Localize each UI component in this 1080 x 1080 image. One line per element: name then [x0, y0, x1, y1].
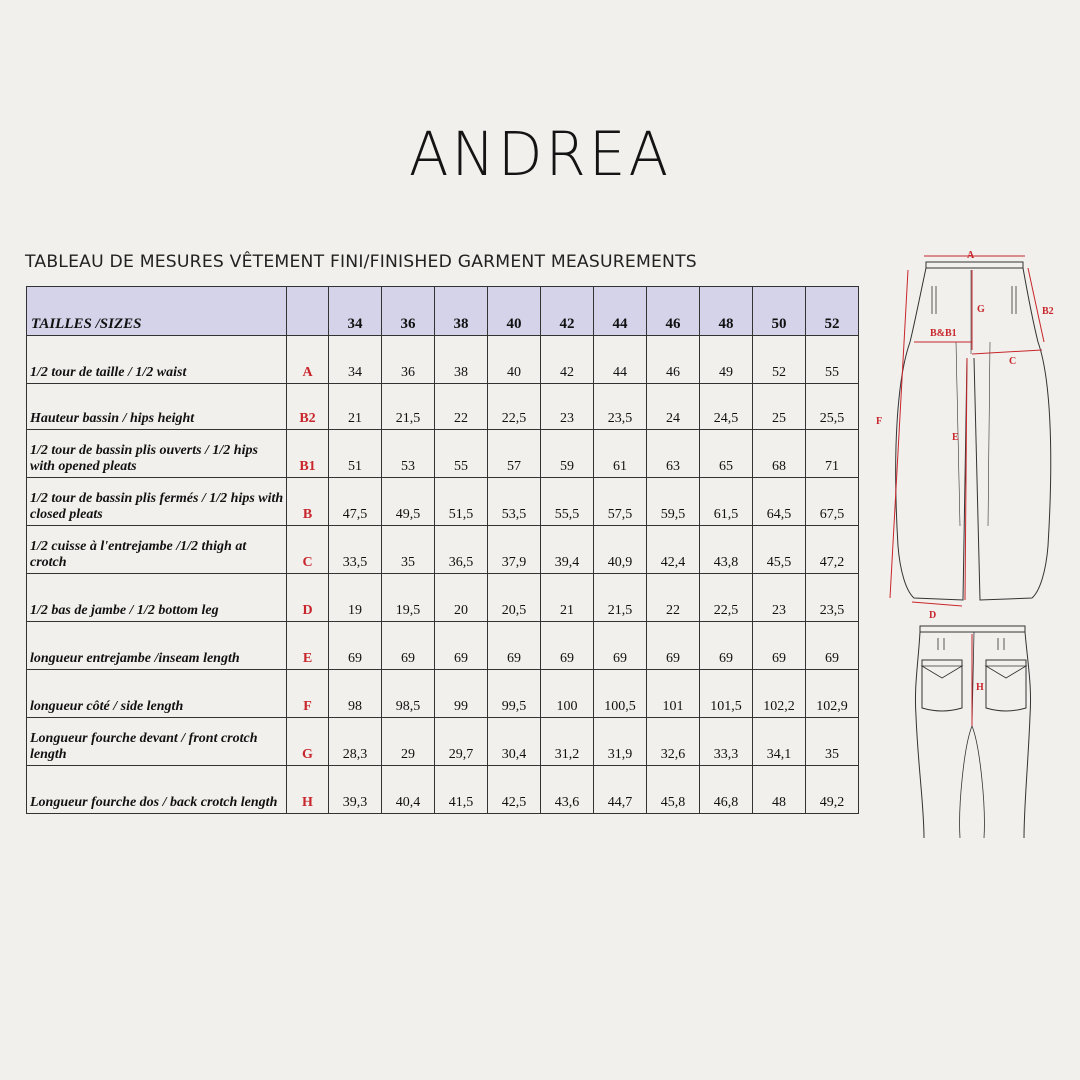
row-label: 1/2 cuisse à l'entrejambe /1/2 thigh at crotch: [27, 526, 287, 574]
row-label: Hauteur bassin / hips height: [27, 384, 287, 430]
table-cell: 61,5: [700, 478, 753, 526]
table-row: [27, 622, 859, 670]
table-cell: 40,4: [382, 766, 435, 814]
measurements-table: [26, 286, 859, 814]
label-f: F: [876, 416, 883, 427]
table-cell: 36: [382, 336, 435, 384]
row-code: B2: [287, 384, 329, 430]
header-code-cell: [287, 287, 329, 336]
table-cell: 47,5: [329, 478, 382, 526]
table-cell: 38: [435, 336, 488, 384]
size-header: 42: [541, 287, 594, 336]
row-code: H: [287, 766, 329, 814]
row-label: 1/2 bas de jambe / 1/2 bottom leg: [27, 574, 287, 622]
table-cell: 43,8: [700, 526, 753, 574]
table-cell: 24,5: [700, 384, 753, 430]
size-header: 52: [806, 287, 859, 336]
table-cell: 69: [753, 622, 806, 670]
table-cell: 59,5: [647, 478, 700, 526]
table-cell: 69: [329, 622, 382, 670]
label-bb1: B&B1: [930, 328, 957, 339]
table-cell: 99: [435, 670, 488, 718]
table-cell: 19: [329, 574, 382, 622]
table-cell: 42,5: [488, 766, 541, 814]
table-cell: 40,9: [594, 526, 647, 574]
table-cell: 32,6: [647, 718, 700, 766]
table-cell: 69: [647, 622, 700, 670]
table-cell: 47,2: [806, 526, 859, 574]
table-cell: 44,7: [594, 766, 647, 814]
table-cell: 21,5: [594, 574, 647, 622]
table-cell: 69: [806, 622, 859, 670]
table-cell: 48: [753, 766, 806, 814]
table-cell: 43,6: [541, 766, 594, 814]
table-cell: 29,7: [435, 718, 488, 766]
table-cell: 36,5: [435, 526, 488, 574]
table-cell: 100: [541, 670, 594, 718]
label-c: C: [1009, 356, 1017, 367]
table-cell: 19,5: [382, 574, 435, 622]
table-row: [27, 526, 859, 574]
front-view: [896, 262, 1051, 600]
table-cell: 55: [435, 430, 488, 478]
table-cell: 102,2: [753, 670, 806, 718]
row-code: G: [287, 718, 329, 766]
size-header: 48: [700, 287, 753, 336]
table-subtitle: TABLEAU DE MESURES VÊTEMENT FINI/FINISHED GARMENT MEASUREMENTS: [25, 252, 697, 272]
table-cell: 99,5: [488, 670, 541, 718]
table-cell: 55: [806, 336, 859, 384]
table-cell: 23: [753, 574, 806, 622]
table-cell: 100,5: [594, 670, 647, 718]
table-cell: 22,5: [488, 384, 541, 430]
table-row: [27, 574, 859, 622]
table-cell: 28,3: [329, 718, 382, 766]
label-a: A: [967, 250, 975, 261]
table-cell: 57,5: [594, 478, 647, 526]
size-header: 46: [647, 287, 700, 336]
table-row: [27, 766, 859, 814]
table-cell: 69: [488, 622, 541, 670]
header-sizes-label: TAILLES /SIZES: [27, 287, 287, 336]
table-cell: 20,5: [488, 574, 541, 622]
table-cell: 31,2: [541, 718, 594, 766]
table-cell: 55,5: [541, 478, 594, 526]
table-cell: 23,5: [806, 574, 859, 622]
size-header: 38: [435, 287, 488, 336]
table-cell: 49,5: [382, 478, 435, 526]
table-cell: 57: [488, 430, 541, 478]
table-row: [27, 670, 859, 718]
table-cell: 52: [753, 336, 806, 384]
table-cell: 23,5: [594, 384, 647, 430]
table-cell: 40: [488, 336, 541, 384]
table-cell: 29: [382, 718, 435, 766]
row-code: E: [287, 622, 329, 670]
table-cell: 67,5: [806, 478, 859, 526]
table-cell: 21: [541, 574, 594, 622]
trousers-diagram: [868, 246, 1068, 838]
row-label: longueur côté / side length: [27, 670, 287, 718]
table-cell: 39,3: [329, 766, 382, 814]
table-cell: 68: [753, 430, 806, 478]
table-cell: 46,8: [700, 766, 753, 814]
page-title: ANDREA: [408, 118, 672, 190]
table-cell: 69: [700, 622, 753, 670]
label-g: G: [977, 304, 985, 315]
table-cell: 21: [329, 384, 382, 430]
table-cell: 25: [753, 384, 806, 430]
table-row: [27, 478, 859, 526]
table-cell: 102,9: [806, 670, 859, 718]
table-cell: 20: [435, 574, 488, 622]
row-label: Longueur fourche devant / front crotch length: [27, 718, 287, 766]
table-cell: 51,5: [435, 478, 488, 526]
table-cell: 63: [647, 430, 700, 478]
table-cell: 98: [329, 670, 382, 718]
table-cell: 39,4: [541, 526, 594, 574]
label-d: D: [929, 610, 937, 621]
table-row: [27, 430, 859, 478]
table-cell: 69: [382, 622, 435, 670]
row-label: Longueur fourche dos / back crotch length: [27, 766, 287, 814]
table-cell: 61: [594, 430, 647, 478]
row-code: D: [287, 574, 329, 622]
row-code: C: [287, 526, 329, 574]
table-cell: 42,4: [647, 526, 700, 574]
row-label: 1/2 tour de taille / 1/2 waist: [27, 336, 287, 384]
table-cell: 34,1: [753, 718, 806, 766]
front-measure-lines: [890, 256, 1044, 606]
table-cell: 71: [806, 430, 859, 478]
label-h: H: [976, 682, 984, 693]
table-cell: 46: [647, 336, 700, 384]
table-cell: 41,5: [435, 766, 488, 814]
label-e: E: [952, 432, 959, 443]
table-cell: 33,3: [700, 718, 753, 766]
table-cell: 45,5: [753, 526, 806, 574]
table-cell: 98,5: [382, 670, 435, 718]
row-code: F: [287, 670, 329, 718]
size-header: 34: [329, 287, 382, 336]
table-cell: 23: [541, 384, 594, 430]
table-cell: 24: [647, 384, 700, 430]
table-cell: 37,9: [488, 526, 541, 574]
table-cell: 22: [647, 574, 700, 622]
size-header: 40: [488, 287, 541, 336]
table-cell: 69: [435, 622, 488, 670]
table-cell: 69: [541, 622, 594, 670]
table-cell: 65: [700, 430, 753, 478]
table-row: [27, 718, 859, 766]
table-cell: 22,5: [700, 574, 753, 622]
table-cell: 49: [700, 336, 753, 384]
table-cell: 22: [435, 384, 488, 430]
table-cell: 45,8: [647, 766, 700, 814]
table-cell: 59: [541, 430, 594, 478]
back-view: [915, 626, 1030, 838]
row-label: 1/2 tour de bassin plis fermés / 1/2 hips with closed pleats: [27, 478, 287, 526]
table-cell: 33,5: [329, 526, 382, 574]
table-cell: 21,5: [382, 384, 435, 430]
table-cell: 101,5: [700, 670, 753, 718]
table-cell: 53: [382, 430, 435, 478]
table-cell: 30,4: [488, 718, 541, 766]
size-header: 44: [594, 287, 647, 336]
table-cell: 25,5: [806, 384, 859, 430]
table-cell: 42: [541, 336, 594, 384]
table-row: [27, 336, 859, 384]
table-cell: 35: [382, 526, 435, 574]
row-label: 1/2 tour de bassin plis ouverts / 1/2 hips with opened pleats: [27, 430, 287, 478]
row-label: longueur entrejambe /inseam length: [27, 622, 287, 670]
table-row: [27, 384, 859, 430]
table-cell: 64,5: [753, 478, 806, 526]
table-cell: 53,5: [488, 478, 541, 526]
table-cell: 101: [647, 670, 700, 718]
row-code: A: [287, 336, 329, 384]
table-header-row: [27, 287, 859, 336]
label-b2: B2: [1042, 306, 1054, 317]
table-cell: 34: [329, 336, 382, 384]
row-code: B: [287, 478, 329, 526]
table-cell: 49,2: [806, 766, 859, 814]
row-code: B1: [287, 430, 329, 478]
table-cell: 31,9: [594, 718, 647, 766]
size-header: 50: [753, 287, 806, 336]
table-cell: 69: [594, 622, 647, 670]
table-cell: 51: [329, 430, 382, 478]
table-cell: 44: [594, 336, 647, 384]
size-header: 36: [382, 287, 435, 336]
table-cell: 35: [806, 718, 859, 766]
